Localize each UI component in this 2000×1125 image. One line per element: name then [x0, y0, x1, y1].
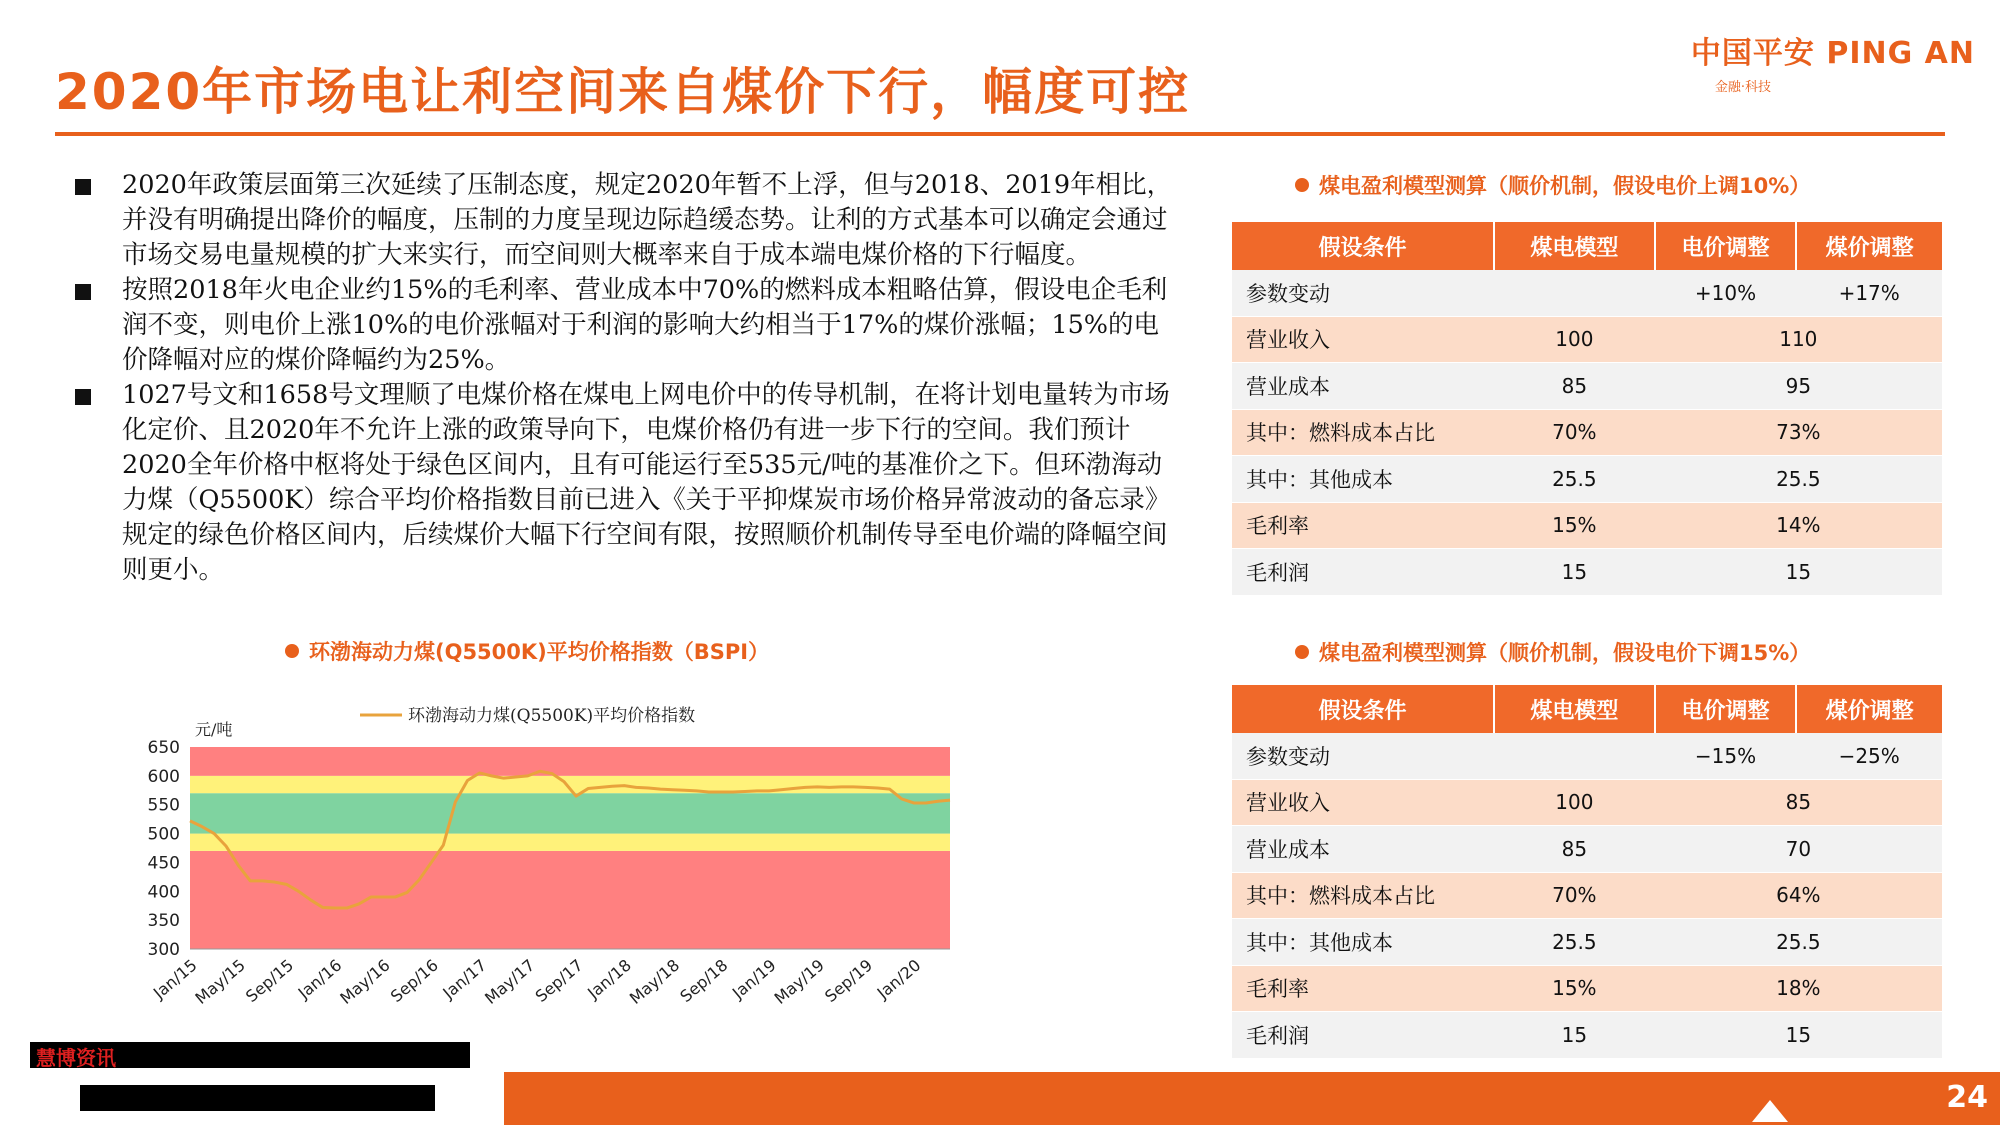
bullet-item: [70, 168, 1175, 273]
column-header: 假设条件: [1232, 685, 1494, 733]
y-tick-label: 650: [147, 738, 180, 758]
table-cell: [1494, 733, 1655, 779]
table-cell: 70%: [1494, 409, 1655, 456]
x-tick-label: Sep/17: [531, 955, 587, 1006]
logo-tagline: 金融·科技: [1714, 80, 1772, 95]
profit-model-table-down: [1232, 685, 1942, 1059]
x-tick-label: Sep/19: [821, 955, 877, 1006]
table-cell: 100: [1494, 316, 1655, 363]
table-cell: 14%: [1655, 502, 1942, 549]
table-cell: 其中：燃料成本占比: [1232, 872, 1494, 919]
table2-heading: [1295, 637, 1810, 667]
table-row: [1232, 502, 1942, 549]
x-tick-label: May/19: [770, 955, 828, 1008]
bullet-text: 按照2018年火电企业约15%的毛利率、营业成本中70%的燃料成本粗略估算，假设电企毛利润不变，则电价上涨10%的电价涨幅对于利润的影响大约相当于17%的煤价涨幅；15%的电价降幅对应的煤价降幅约为25%。: [122, 275, 1168, 375]
table-cell: 15: [1655, 1012, 1942, 1059]
x-tick-label: Sep/16: [386, 955, 442, 1006]
table-cell: 18%: [1655, 965, 1942, 1012]
table2-heading-text: 煤电盈利模型测算（顺价机制，假设电价下调15%）: [1319, 641, 1811, 665]
table-cell: 64%: [1655, 872, 1942, 919]
table-row: [1232, 779, 1942, 826]
column-header: 煤价调整: [1796, 222, 1942, 270]
y-tick-label: 500: [147, 824, 180, 845]
legend-label: 环渤海动力煤(Q5500K)平均价格指数: [408, 706, 696, 726]
table-cell: 15%: [1494, 965, 1655, 1012]
table1-heading-text: 煤电盈利模型测算（顺价机制，假设电价上调10%）: [1319, 174, 1811, 198]
page-title: 2020年市场电让利空间来自煤价下行，幅度可控: [55, 63, 1191, 121]
table-cell: 25.5: [1655, 456, 1942, 503]
table-cell: 15: [1494, 549, 1655, 596]
table-cell: 70%: [1494, 872, 1655, 919]
x-tick-label: Jan/20: [873, 955, 925, 1003]
x-tick-label: May/17: [481, 955, 539, 1008]
table-row: [1232, 270, 1942, 316]
table-cell: 其中：其他成本: [1232, 456, 1494, 503]
x-tick-label: Jan/18: [584, 955, 635, 1003]
y-axis-label: 元/吨: [195, 720, 233, 739]
y-tick-label: 350: [147, 911, 180, 932]
y-tick-label: 600: [147, 766, 180, 787]
dot-icon: [1295, 178, 1309, 192]
table-cell: 85: [1494, 826, 1655, 873]
pingan-logo: [1691, 28, 1975, 95]
bullet-text: 2020年政策层面第三次延续了压制态度，规定2020年暂不上浮，但与2018、2019年相比，并没有明确提出降价的幅度，压制的力度呈现边际趋缓态势。让利的方式基本可以确定会通过市场交易电量规模的扩大来实行，而空间则大概率来自于成本端电煤价格的下行幅度。: [122, 170, 1173, 270]
table-cell: [1494, 270, 1655, 316]
table-row: [1232, 409, 1942, 456]
table-cell: 85: [1655, 779, 1942, 826]
column-header: 煤电模型: [1494, 222, 1655, 270]
dot-icon: [285, 644, 299, 658]
table-cell: 毛利率: [1232, 502, 1494, 549]
table-cell: 营业收入: [1232, 779, 1494, 826]
price-band-red: [190, 851, 950, 949]
title-divider: [55, 132, 1945, 136]
y-tick-label: 400: [147, 882, 180, 903]
x-tick-label: Jan/15: [149, 955, 201, 1003]
price-band-yellow: [190, 834, 950, 851]
column-header: 煤电模型: [1494, 685, 1655, 733]
table-row: [1232, 456, 1942, 503]
table-cell: 110: [1655, 316, 1942, 363]
table-cell: 营业成本: [1232, 826, 1494, 873]
x-tick-label: Sep/18: [676, 955, 732, 1006]
table-cell: 其中：燃料成本占比: [1232, 409, 1494, 456]
footer-triangle-icon: [1752, 1100, 1788, 1122]
table-cell: 其中：其他成本: [1232, 919, 1494, 966]
dot-icon: [1295, 645, 1309, 659]
bullet-text: 1027号文和1658号文理顺了电煤价格在煤电上网电价中的传导机制，在将计划电量转为市场化定价、且2020年不允许上涨的政策导向下，电煤价格仍有进一步下行的空间。我们预计2020全年价格中枢将处于绿色区间内，且有可能运行至535元/吨的基准价之下。但环渤海动力煤（Q5500K）综合平均价格指数目前已进入《关于平抑煤炭市场价格异常波动的备忘录》规定的绿色价格区间内，后续煤价大幅下行空间有限，按照顺价机制传导至电价端的降幅空间则更小。: [122, 380, 1171, 585]
table-cell: 毛利润: [1232, 549, 1494, 596]
table-cell: 15%: [1494, 502, 1655, 549]
logo-text: 中国平安 PING AN: [1690, 36, 1975, 71]
chart-heading-text: 环渤海动力煤(Q5500K)平均价格指数（BSPI）: [309, 640, 770, 664]
x-tick-label: May/15: [191, 955, 249, 1008]
table-row: [1232, 363, 1942, 410]
square-bullet-icon: [75, 284, 91, 300]
table-cell: 25.5: [1494, 919, 1655, 966]
bspi-chart: [130, 685, 970, 1025]
price-band-green: [190, 793, 950, 833]
x-tick-label: Sep/15: [242, 955, 298, 1006]
page-number: 24: [1946, 1080, 1988, 1115]
table-cell: 85: [1494, 363, 1655, 410]
table-cell: 15: [1494, 1012, 1655, 1059]
y-tick-label: 300: [147, 940, 180, 960]
table-row: [1232, 316, 1942, 363]
x-tick-label: Jan/16: [294, 955, 346, 1003]
bullet-item: [70, 378, 1175, 588]
price-band-red: [190, 747, 950, 776]
table-cell: 营业成本: [1232, 363, 1494, 410]
table-cell: 25.5: [1655, 919, 1942, 966]
square-bullet-icon: [75, 389, 91, 405]
table-row: [1232, 872, 1942, 919]
table-cell: 100: [1494, 779, 1655, 826]
bullet-item: [70, 273, 1175, 378]
column-header: 假设条件: [1232, 222, 1494, 270]
table-header-row: [1232, 685, 1942, 733]
column-header: 电价调整: [1655, 222, 1797, 270]
column-header: 煤价调整: [1796, 685, 1942, 733]
table-row: [1232, 733, 1942, 779]
table-cell: 25.5: [1494, 456, 1655, 503]
table-cell: 70: [1655, 826, 1942, 873]
x-tick-label: May/16: [336, 955, 394, 1008]
table-cell: 参数变动: [1232, 733, 1494, 779]
x-tick-label: Jan/17: [439, 955, 491, 1003]
square-bullet-icon: [75, 179, 91, 195]
column-header: 电价调整: [1655, 685, 1797, 733]
bullet-list: [70, 168, 1175, 588]
table-row: [1232, 965, 1942, 1012]
chart-heading: [285, 636, 769, 666]
table-cell: 参数变动: [1232, 270, 1494, 316]
table-row: [1232, 1012, 1942, 1059]
source-label: 慧博资讯: [36, 1046, 116, 1070]
table-cell: 95: [1655, 363, 1942, 410]
table-cell: +10%: [1655, 270, 1797, 316]
table-cell: +17%: [1796, 270, 1942, 316]
profit-model-table-up: [1232, 222, 1942, 596]
table-row: [1232, 919, 1942, 966]
table-row: [1232, 549, 1942, 596]
table-cell: 毛利润: [1232, 1012, 1494, 1059]
table-cell: −15%: [1655, 733, 1797, 779]
table-cell: −25%: [1796, 733, 1942, 779]
table-cell: 15: [1655, 549, 1942, 596]
x-tick-label: May/18: [625, 955, 684, 1008]
y-tick-label: 450: [147, 853, 180, 874]
table-header-row: [1232, 222, 1942, 270]
table-cell: 毛利率: [1232, 965, 1494, 1012]
y-tick-label: 550: [147, 795, 180, 816]
x-tick-label: Jan/19: [728, 955, 780, 1003]
redaction-bar: [80, 1085, 435, 1111]
table-cell: 73%: [1655, 409, 1942, 456]
table1-heading: [1295, 170, 1810, 200]
table-row: [1232, 826, 1942, 873]
chart-svg: [130, 685, 970, 1025]
table-cell: 营业收入: [1232, 316, 1494, 363]
